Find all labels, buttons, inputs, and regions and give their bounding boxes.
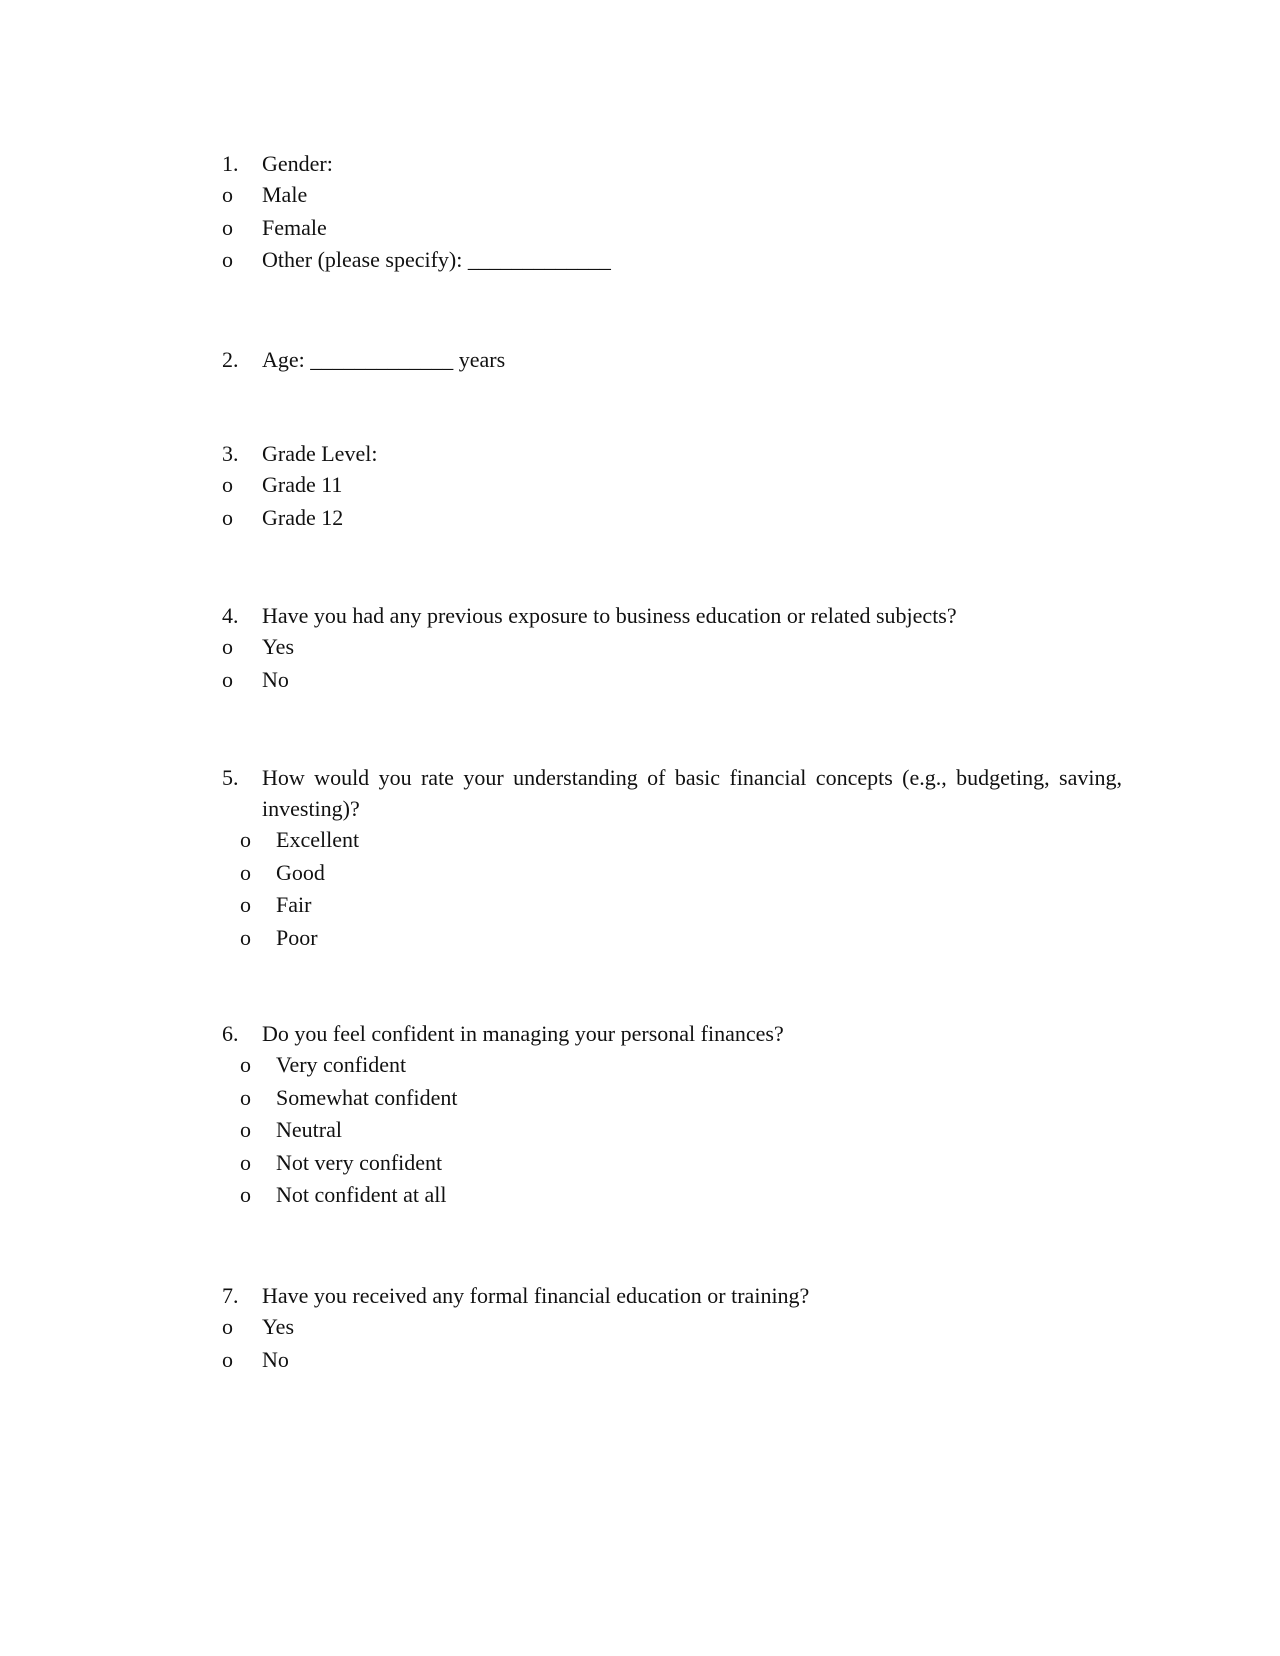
option-neutral[interactable] <box>222 1114 1122 1147</box>
option-label: No <box>262 1346 289 1372</box>
question-age <box>222 344 1122 375</box>
option-bullet: o <box>240 1149 251 1175</box>
question-financial-understanding <box>222 762 1122 954</box>
option-bullet: o <box>222 504 233 530</box>
option-male[interactable] <box>222 179 1122 212</box>
question-text: Have you had any previous exposure to business education or related subjects? <box>262 603 957 628</box>
option-bullet: o <box>222 472 233 497</box>
option-somewhat-confident[interactable] <box>222 1082 1122 1115</box>
question-grade-level <box>222 438 1122 534</box>
option-yes[interactable] <box>222 1311 1122 1344</box>
question-number: 4. <box>222 603 239 628</box>
option-bullet: o <box>240 924 251 950</box>
option-bullet: o <box>240 892 251 917</box>
option-bullet: o <box>240 1182 251 1207</box>
option-label: Yes <box>262 634 295 659</box>
option-bullet: o <box>222 214 233 240</box>
question-text: How would you rate your understanding of basic financial concepts (e.g., budgeting, saving, investing)? <box>262 765 1122 821</box>
option-label: Excellent <box>276 827 360 852</box>
question-number: 7. <box>222 1283 239 1308</box>
option-label: Grade 11 <box>262 472 343 497</box>
option-label: Very confident <box>276 1052 407 1077</box>
option-label: Female <box>262 214 327 240</box>
option-very-confident[interactable] <box>222 1049 1122 1082</box>
option-bullet: o <box>240 827 251 852</box>
question-text: Grade Level: <box>262 441 378 466</box>
option-bullet: o <box>222 634 233 659</box>
option-excellent[interactable] <box>222 824 1122 857</box>
question-number: 1. <box>222 151 239 176</box>
option-bullet: o <box>222 666 233 692</box>
option-other[interactable] <box>222 244 1122 277</box>
option-bullet: o <box>240 1084 251 1110</box>
option-poor[interactable] <box>222 922 1122 955</box>
option-bullet: o <box>222 182 233 207</box>
option-bullet: o <box>240 859 251 885</box>
option-no[interactable] <box>222 664 1122 697</box>
option-female[interactable] <box>222 212 1122 245</box>
question-number: 5. <box>222 765 239 790</box>
option-label: Grade 12 <box>262 504 344 530</box>
option-label: Neutral <box>276 1117 342 1142</box>
option-not-very-confident[interactable] <box>222 1147 1122 1180</box>
option-label: Fair <box>276 892 312 917</box>
option-bullet: o <box>240 1052 251 1077</box>
question-number: 3. <box>222 441 239 466</box>
question-text: Gender: <box>262 151 333 176</box>
option-bullet: o <box>222 247 233 272</box>
option-no[interactable] <box>222 1344 1122 1377</box>
option-label: No <box>262 666 289 692</box>
option-bullet: o <box>222 1314 233 1339</box>
option-bullet: o <box>222 1346 233 1372</box>
option-yes[interactable] <box>222 631 1122 664</box>
option-label: Male <box>262 182 308 207</box>
question-business-exposure <box>222 600 1122 696</box>
option-label: Good <box>276 859 325 885</box>
option-label: Somewhat confident <box>276 1084 458 1110</box>
option-grade-11[interactable] <box>222 469 1122 502</box>
option-label: Other (please specify): _____________ <box>262 247 611 272</box>
question-text[interactable]: Age: _____________ years <box>262 347 506 372</box>
question-number: 2. <box>222 347 239 372</box>
option-grade-12[interactable] <box>222 502 1122 535</box>
option-good[interactable] <box>222 857 1122 890</box>
option-label: Not very confident <box>276 1149 443 1175</box>
question-formal-education <box>222 1280 1122 1376</box>
option-label: Poor <box>276 924 318 950</box>
option-label: Yes <box>262 1314 295 1339</box>
question-text: Have you received any formal financial education or training? <box>262 1283 810 1308</box>
option-fair[interactable] <box>222 889 1122 922</box>
question-number: 6. <box>222 1021 239 1046</box>
option-bullet: o <box>240 1117 251 1142</box>
option-label: Not confident at all <box>276 1182 447 1207</box>
question-gender <box>222 148 1122 277</box>
question-text: Do you feel confident in managing your personal finances? <box>262 1021 784 1046</box>
option-not-confident-at-all[interactable] <box>222 1179 1122 1212</box>
question-financial-confidence <box>222 1018 1122 1212</box>
